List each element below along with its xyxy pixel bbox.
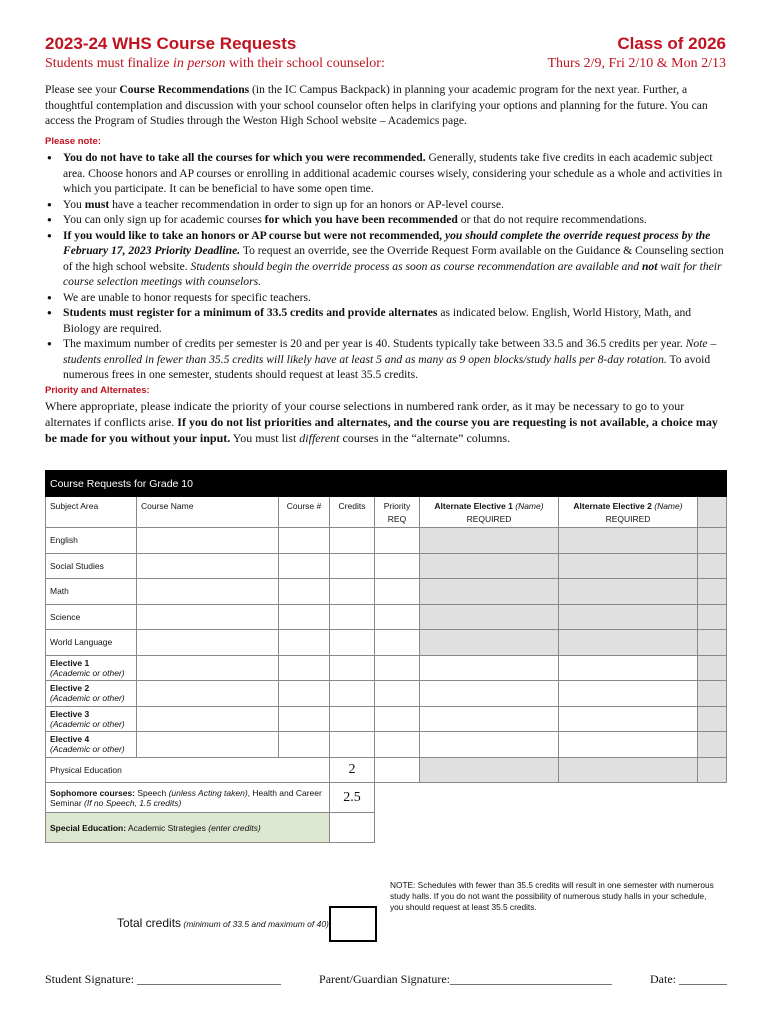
course-number-cell[interactable] — [279, 706, 330, 732]
course-number-cell[interactable] — [279, 655, 330, 681]
note-4-italic-bold: not — [641, 259, 658, 273]
note-item-7 — [45, 336, 727, 383]
note-4-bold: If you would like to take an honors or AP course but were not recommended, — [63, 228, 443, 242]
alt2-cell[interactable] — [559, 681, 698, 707]
alt2-cell — [559, 604, 698, 630]
extra-cell — [698, 528, 727, 554]
intro-text-bold: Course Recommendations — [119, 83, 250, 96]
note-3-a: You can only sign up for academic courses — [63, 213, 265, 226]
subject-science: Science — [46, 604, 137, 630]
note-item-3 — [45, 212, 727, 228]
subject-social-studies: Social Studies — [46, 553, 137, 579]
credits-cell[interactable] — [330, 732, 375, 758]
alt1-cell[interactable] — [420, 706, 559, 732]
alt2-cell — [559, 528, 698, 554]
table-row — [46, 732, 727, 758]
note-6-text: as indicated below. English, World History, Math, and Biology are required. — [63, 306, 692, 335]
priority-cell[interactable] — [375, 655, 420, 681]
table-row — [46, 757, 727, 783]
priority-label: Priority — [383, 501, 411, 511]
alt1-cell — [420, 630, 559, 656]
credits-cell[interactable] — [330, 528, 375, 554]
header-extra — [698, 497, 727, 528]
table-row — [46, 604, 727, 630]
pe-credits: 2 — [330, 757, 375, 783]
finalize-text-b: with their school counselor: — [225, 56, 385, 71]
elective-1-label: Elective 1 — [50, 657, 90, 668]
parent-signature[interactable]: Parent/Guardian Signature:___________________________ — [319, 972, 612, 986]
subject-elective-4 — [46, 732, 137, 758]
subject-elective-1 — [46, 655, 137, 681]
extra-cell — [698, 732, 727, 758]
table-row — [46, 630, 727, 656]
table-row — [46, 553, 727, 579]
note-7-italic: Note – students enrolled in fewer than 35.5 credits will likely have at least 5 and as many as 9 open blocks/study halls per 8-day rotation. — [63, 337, 717, 366]
note-1-text: Generally, students take five credits in each academic subject area. Choose honors and AP courses or enrolling in additional academic courses wisely, considering your schedule as a whole and activities in which you participate. It can be beneficial to have some open time. — [63, 151, 723, 195]
table-row — [46, 706, 727, 732]
extra-cell — [698, 630, 727, 656]
table-row — [46, 783, 727, 813]
signature-date[interactable]: Date: ________ — [650, 972, 727, 986]
intro-text-c: (in the IC Campus Backpack) in planning your academic program for the next year. Further, a thoughtful contemplation and discussion with your school counselor often helps in clarifying your options and planning for the future. You can access the Program of Studies through the Weston High School website – Academics page. — [45, 83, 708, 127]
credits-cell[interactable] — [330, 579, 375, 605]
table-row — [46, 813, 727, 843]
course-number-cell[interactable] — [279, 528, 330, 554]
alt2-cell — [559, 579, 698, 605]
alt2-cell[interactable] — [559, 732, 698, 758]
note-4-bold-italic: you should complete the override request process by the February 17, 2023 Priority Deadline. — [63, 228, 711, 257]
subject-math: Math — [46, 579, 137, 605]
alt2-cell[interactable] — [559, 655, 698, 681]
intro-paragraph — [45, 82, 727, 129]
extra-cell — [698, 706, 727, 732]
soph-bold: Sophomore courses: — [50, 787, 136, 798]
note-2-bold: must — [84, 197, 110, 211]
table-row — [46, 579, 727, 605]
alt2-cell — [559, 553, 698, 579]
priority-cell[interactable] — [375, 757, 420, 783]
extra-cell — [698, 553, 727, 579]
credits-cell[interactable] — [330, 630, 375, 656]
note-6-bold: Students must register for a minimum of 33.5 credits and provide alternates — [63, 306, 438, 319]
course-number-cell[interactable] — [279, 630, 330, 656]
page-title: 2023-24 WHS Course Requests — [45, 34, 297, 53]
alt1-cell[interactable] — [420, 732, 559, 758]
priority-cell[interactable] — [375, 630, 420, 656]
priority-cell[interactable] — [375, 579, 420, 605]
subject-elective-3 — [46, 706, 137, 732]
alt2-required: REQUIRED — [605, 514, 651, 524]
alt1-cell[interactable] — [420, 655, 559, 681]
course-name-cell[interactable] — [137, 528, 279, 554]
note-4-italic-a: Students should begin the override process as soon as course recommendation are available and — [190, 259, 642, 273]
sped-a: Academic Strategies — [126, 822, 209, 833]
please-note-heading: Please note: — [45, 136, 101, 147]
course-name-cell[interactable] — [137, 553, 279, 579]
course-number-cell[interactable] — [279, 732, 330, 758]
signature-line — [45, 972, 727, 987]
course-name-cell[interactable] — [137, 655, 279, 681]
header-priority — [375, 497, 420, 528]
elective-3-sub: (Academic or other) — [50, 718, 125, 729]
table-row — [46, 681, 727, 707]
alt1-cell — [420, 528, 559, 554]
header-credits: Credits — [330, 497, 375, 528]
finalize-instructions — [45, 56, 385, 72]
priority-req: REQ — [387, 514, 407, 524]
sped-bold: Special Education: — [50, 822, 127, 833]
course-name-cell[interactable] — [137, 681, 279, 707]
alt1-cell[interactable] — [420, 681, 559, 707]
course-name-cell[interactable] — [137, 604, 279, 630]
soph-italic-2: (If no Speech, 1.5 credits) — [84, 797, 182, 808]
priority-cell[interactable] — [375, 528, 420, 554]
total-label-text: Total credits — [117, 916, 182, 930]
header-course-name: Course Name — [137, 497, 279, 528]
extra-cell — [698, 681, 727, 707]
note-2-c: have a teacher recommendation in order to sign up for an honors or AP-level course. — [109, 197, 504, 211]
course-name-cell[interactable] — [137, 706, 279, 732]
table-row — [46, 528, 727, 554]
alt1-cell — [420, 553, 559, 579]
credits-cell[interactable] — [330, 604, 375, 630]
note-list — [45, 150, 727, 383]
course-number-cell[interactable] — [279, 579, 330, 605]
priority-text-e: courses in the “alternate” columns. — [339, 431, 511, 445]
header-alternate-2 — [559, 497, 698, 528]
course-number-cell[interactable] — [279, 681, 330, 707]
elective-3-label: Elective 3 — [50, 708, 90, 719]
credits-cell[interactable] — [330, 706, 375, 732]
course-name-cell[interactable] — [137, 630, 279, 656]
priority-cell[interactable] — [375, 553, 420, 579]
soph-a: Speech — [135, 787, 169, 798]
note-2-a: You — [63, 197, 85, 211]
priority-text-bold: If you do not list priorities and alternates, and the course you are requesting is not available, a choice may be made for you without your input. — [45, 415, 718, 445]
note-item-1 — [45, 150, 727, 197]
extra-cell — [698, 757, 727, 783]
header-subject-area: Subject Area — [46, 497, 137, 528]
course-name-cell[interactable] — [137, 732, 279, 758]
note-7-text: The maximum number of credits per semester is 20 and per year is 40. Students typically take between 33.5 and 36.5 credits per year. — [63, 337, 686, 350]
subject-elective-2 — [46, 681, 137, 707]
note-3-c: or that do not require recommendations. — [457, 213, 647, 226]
priority-text-italic: different — [299, 431, 340, 445]
priority-cell[interactable] — [375, 732, 420, 758]
priority-cell[interactable] — [375, 604, 420, 630]
note-3-bold: for which you have been recommended — [264, 213, 458, 226]
extra-cell — [698, 604, 727, 630]
course-name-cell[interactable] — [137, 579, 279, 605]
course-number-cell[interactable] — [279, 553, 330, 579]
blank-cell — [375, 813, 727, 843]
credits-cell[interactable] — [330, 553, 375, 579]
subject-physical-education: Physical Education — [46, 757, 330, 783]
total-label-sub: (minimum of 33.5 and maximum of 40) — [181, 919, 329, 929]
schedule-note: NOTE: Schedules with fewer than 35.5 credits will result in one semester with numerous study halls. If you do not want the possibility of numerous study halls in your schedule, you should request at least 35.5 credits. — [390, 880, 714, 912]
sped-italic: (enter credits) — [208, 822, 261, 833]
student-signature[interactable]: Student Signature: ________________________ — [45, 972, 281, 986]
note-item-4 — [45, 228, 727, 290]
total-credits-label — [117, 916, 329, 930]
alt1-cell — [420, 757, 559, 783]
alt1-label: Alternate Elective 1 — [434, 501, 513, 511]
alt1-cell — [420, 604, 559, 630]
elective-1-sub: (Academic or other) — [50, 667, 125, 678]
finalize-text-em: in person — [172, 56, 226, 71]
total-credits-input[interactable] — [329, 906, 377, 942]
alt2-cell — [559, 630, 698, 656]
extra-cell — [698, 655, 727, 681]
meeting-dates: Thurs 2/9, Fri 2/10 & Mon 2/13 — [547, 56, 726, 71]
course-number-cell[interactable] — [279, 604, 330, 630]
subject-english: English — [46, 528, 137, 554]
subject-special-education — [46, 813, 330, 843]
alt2-label: Alternate Elective 2 — [573, 501, 652, 511]
note-item-2 — [45, 197, 727, 213]
priority-cell[interactable] — [375, 681, 420, 707]
finalize-text-a: Students must finalize — [45, 56, 173, 71]
sophomore-credits: 2.5 — [330, 783, 375, 813]
note-item-5: ● We are unable to honor requests for specific teachers. — [45, 290, 727, 306]
note-4-text: To request an override, see the Override Request Form available on the Guidance & Counseling section of the high school website. — [63, 244, 724, 273]
course-request-table — [45, 470, 727, 843]
table-title: Course Requests for Grade 10 — [46, 471, 727, 497]
sped-credits-cell[interactable] — [330, 813, 375, 843]
elective-2-sub: (Academic or other) — [50, 693, 125, 704]
note-7-text-b: To avoid numerous frees in one semester, students should request at least 35.5 credits. — [63, 352, 711, 381]
elective-4-sub: (Academic or other) — [50, 744, 125, 755]
alt2-cell — [559, 757, 698, 783]
note-4-italic-b: wait for their course selection meetings with counselors. — [63, 259, 722, 288]
blank-cell — [375, 783, 727, 813]
soph-c: , Health and Career Seminar — [50, 787, 322, 808]
priority-text-a: Where appropriate, please indicate the priority of your course selections in numbered rank order, as it may be necessary to go to your alternates if conflicts arise. — [45, 399, 685, 429]
credits-cell[interactable] — [330, 655, 375, 681]
class-year: Class of 2026 — [617, 34, 726, 53]
intro-text-a: Please see your — [45, 83, 120, 96]
elective-2-label: Elective 2 — [50, 683, 90, 694]
alt1-required: REQUIRED — [466, 514, 512, 524]
header-course-number: Course # — [279, 497, 330, 528]
alt2-cell[interactable] — [559, 706, 698, 732]
elective-4-label: Elective 4 — [50, 734, 90, 745]
subject-world-language: World Language — [46, 630, 137, 656]
priority-cell[interactable] — [375, 706, 420, 732]
alt1-name: (Name) — [515, 501, 544, 511]
subject-sophomore-courses — [46, 783, 330, 813]
alt1-cell — [420, 579, 559, 605]
priority-text-c: You must list — [230, 431, 300, 445]
note-1-bold: You do not have to take all the courses for which you were recommended. — [63, 151, 426, 164]
extra-cell — [698, 579, 727, 605]
soph-italic-1: (unless Acting taken) — [168, 787, 248, 798]
table-row — [46, 655, 727, 681]
header-alternate-1 — [420, 497, 559, 528]
note-item-6 — [45, 305, 727, 336]
credits-cell[interactable] — [330, 681, 375, 707]
priority-heading: Priority and Alternates: — [45, 385, 150, 396]
alt2-name: (Name) — [654, 501, 683, 511]
priority-paragraph — [45, 398, 727, 446]
